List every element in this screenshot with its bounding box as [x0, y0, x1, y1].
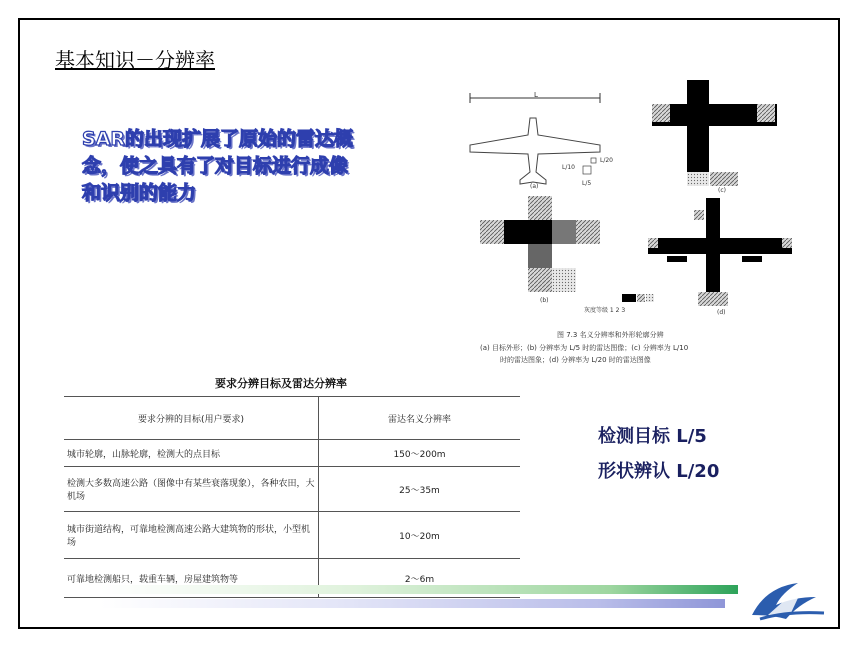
radar-image-d	[648, 198, 792, 306]
table-row	[64, 440, 520, 467]
table-header-target: 要求分辨的目标(用户要求)	[64, 397, 319, 440]
airplane-outline	[470, 93, 600, 184]
table-header-resolution: 雷达名义分辨率	[319, 397, 521, 440]
table-title: 要求分辨目标及雷达分辨率	[215, 377, 347, 390]
table-row	[64, 467, 520, 512]
label-a: (a)	[530, 183, 539, 190]
table-cell-target: 城市街道结构，可靠地检测高速公路大建筑物的形状，小型机场	[64, 512, 319, 559]
table-cell-target: 检测大多数高速公路（图像中有某些衰落现象），各种农田，大机场	[64, 467, 319, 512]
metric-shape-recognition: 形状辨认 L/20	[598, 461, 720, 482]
figure-caption-title: 图 7.3 名义分辨率和外形轮廓分辨	[557, 331, 664, 339]
decorative-bar-green	[100, 585, 738, 594]
intro-line: SAR的出现扩展了原始的雷达概	[82, 128, 354, 150]
table-row	[64, 512, 520, 559]
intro-text	[82, 126, 412, 207]
table-cell-resolution: 2～6m	[319, 559, 521, 598]
decorative-bar-blue	[100, 599, 725, 608]
resolution-table	[64, 396, 520, 598]
res-label-l10: L/10	[562, 164, 575, 171]
table-cell-resolution: 25～35m	[319, 467, 521, 512]
university-logo-icon	[746, 575, 828, 623]
table-cell-target: 可靠地检测船只，载重车辆，房屋建筑物等	[64, 559, 319, 598]
gray-legend	[622, 294, 654, 302]
legend-text: 灰度等级 1 2 3	[584, 307, 626, 314]
figure-caption-line1: (a) 目标外形；(b) 分辨率为 L/5 时的雷达图像；(c) 分辨率为 L/10	[480, 344, 689, 352]
intro-line: 念，使之具有了对目标进行成像	[82, 155, 349, 177]
table-header-row	[64, 397, 520, 440]
table-cell-resolution: 150～200m	[319, 440, 521, 467]
figure-caption-line2: 时的雷达图象；(d) 分辨率为 L/20 时的雷达图像	[500, 356, 651, 364]
resolution-figure	[462, 80, 792, 380]
res-label-l5: L/5	[582, 180, 592, 187]
radar-image-b	[480, 196, 600, 292]
table-cell-resolution: 10～20m	[319, 512, 521, 559]
radar-image-c	[652, 80, 777, 186]
length-label: L	[534, 91, 538, 99]
table-cell-target: 城市轮廓，山脉轮廓，检测大的点目标	[64, 440, 319, 467]
label-b: (b)	[540, 297, 549, 304]
slide-title: 基本知识－分辨率	[55, 48, 215, 72]
intro-line: 和识别的能力	[82, 182, 197, 204]
label-c: (c)	[718, 187, 726, 194]
res-label-l20: L/20	[600, 157, 613, 164]
label-d: (d)	[717, 309, 726, 316]
metric-detect-target: 检测目标 L/5	[598, 426, 707, 447]
